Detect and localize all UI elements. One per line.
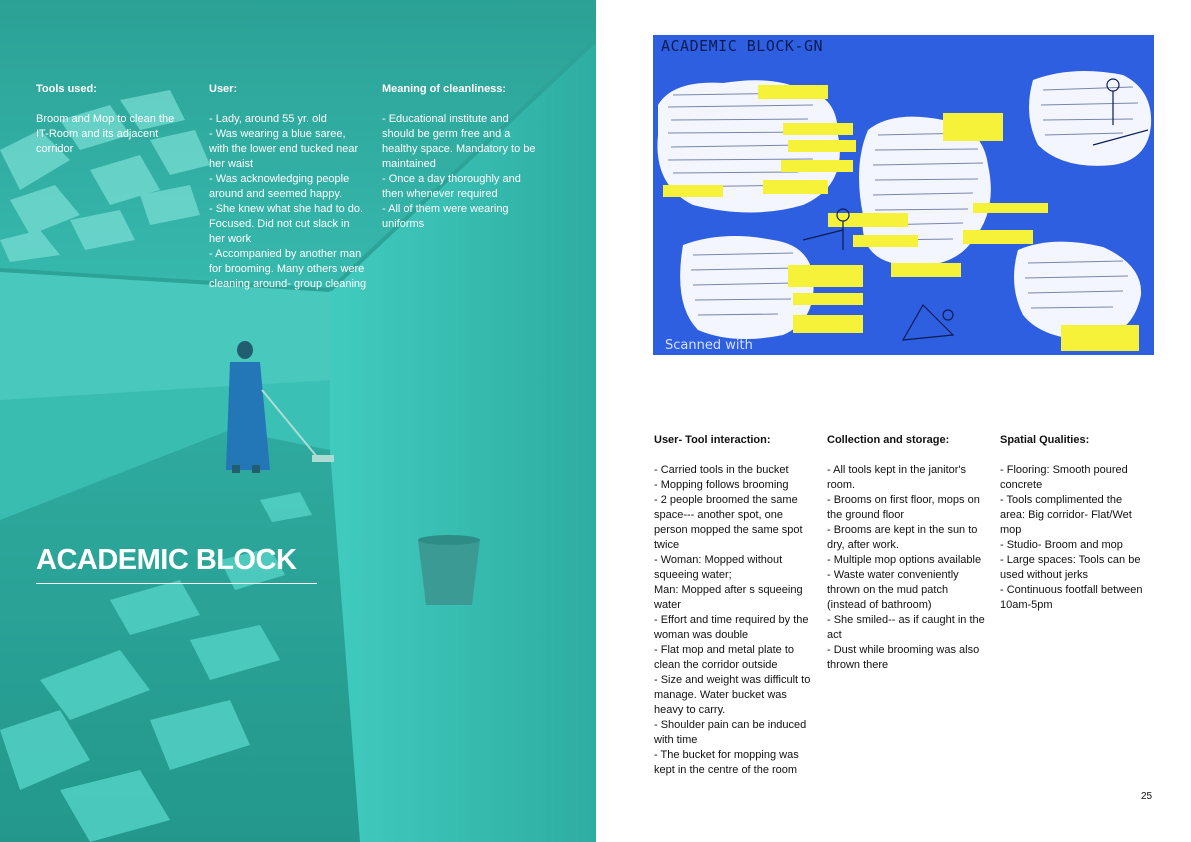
tools-used-heading: Tools used: [36,83,97,95]
sketch-drawing [653,35,1154,355]
page-number: 25 [1141,791,1153,802]
title-underline [36,583,317,584]
user-column [209,82,367,292]
sketch-scan [653,35,1154,355]
interaction-heading: User- Tool interaction: [654,434,771,446]
collection-column [827,433,985,673]
page-title: ACADEMIC BLOCK [36,544,297,576]
right-page [596,0,1191,842]
sketch-title: ACADEMIC BLOCK-GN [661,37,824,55]
interaction-column [654,433,811,778]
spatial-heading: Spatial Qualities: [1000,434,1090,446]
spatial-text: - Flooring: Smooth poured concrete - Tools complimented the area: Big corridor- Flat/Wet mop - Studio- Broom and mop - Large spaces: Tools can be used without jerks - Continuous footfall between 10am-5pm [1000,464,1143,611]
tools-used-column [36,82,176,157]
meaning-column [382,82,542,232]
collection-heading: Collection and storage: [827,434,950,446]
meaning-heading: Meaning of cleanliness: [382,83,507,95]
meaning-text: - Educational institute and should be germ free and a healthy space. Mandatory to be maintained - Once a day thoroughly and then whenever required - All of them were wearing uniforms [382,113,536,230]
collection-text: - All tools kept in the janitor's room. - Brooms on first floor, mops on the ground floor - Brooms are kept in the sun to dry, after work. - Multiple mop options available - Waste water conveniently thrown on the mud patch (instead of bathroom) - She smiled-- as if caught in the act - Dust while brooming was also thrown there [827,464,985,671]
user-heading: User: [209,83,238,95]
tools-used-text: Broom and Mop to clean the IT-Room and its adjacent corridor [36,113,175,155]
user-text: - Lady, around 55 yr. old - Was wearing a blue saree, with the lower end tucked near her waist - Was acknowledging people around and seemed happy. - She knew what she had to do. Focused. Did not cut slack in her work - Accompanied by another man for brooming. Many others were cleaning around- group cleaning [209,113,367,290]
interaction-text: - Carried tools in the bucket - Mopping follows brooming - 2 people broomed the same space--- another spot, one person mopped the same spot twice - Woman: Mopped without squeeing water; Man: Mopped after s squeeing water - Effort and time required by the woman was double - Flat mop and metal plate to clean the corridor outside - Size and weight was difficult to manage. Water bucket was heavy to carry. - Shoulder pain can be induced with time - The bucket for mopping was kept in the centre of the room [654,464,811,776]
spatial-column [1000,433,1150,613]
scan-watermark: Scanned with [665,338,753,353]
